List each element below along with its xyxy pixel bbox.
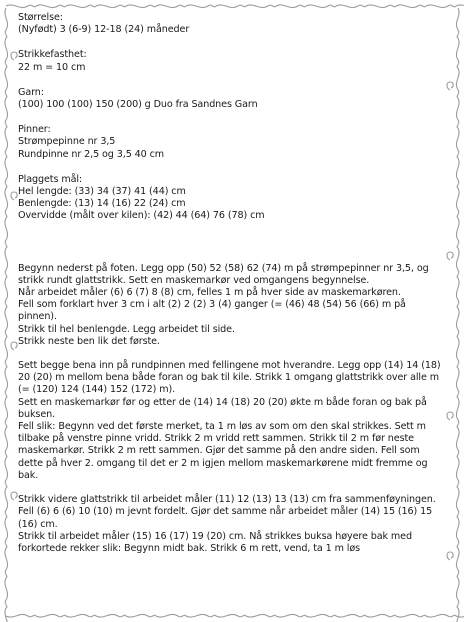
spec-section-label: Pinner: (18, 124, 51, 136)
instruction-paragraph: Fell (6) 6 (6) 10 (10) m jevnt fordelt. Gjør det samme når arbeidet måler (14) 15 (16) 15 (16) cm. (18, 506, 433, 530)
instruction-paragraph: Begynn nederst på foten. Legg opp (50) 52 (58) 62 (74) m på strømpepinner nr 3,5, og strikk rundt glattstrikk. Sett en maskemarkør ved omgangens begynnelse. (18, 262, 429, 286)
instruction-paragraph: Strikk neste ben lik det første. (18, 335, 160, 347)
spec-section (18, 124, 444, 161)
spec-section-value: Benlengde: (13) 14 (16) 22 (24) cm (18, 198, 186, 210)
instruction-paragraph: Strikk til arbeidet måler (15) 16 (17) 19 (20) cm. Nå strikkes buksa høyere bak med forkortede rekker slik: Begynn midt bak. Strikk 6 m rett, vend, ta 1 m løs (18, 530, 412, 554)
spec-section-label: Strikkefasthet: (18, 49, 87, 61)
spec-section-value: 22 m = 10 cm (18, 61, 86, 73)
spec-section-value: (100) 100 (100) 150 (200) g Duo fra Sandnes Garn (18, 99, 258, 111)
instruction-paragraph: Fell som forklart hver 3 cm i alt (2) 2 (2) 3 (4) ganger (= (46) 48 (54) 56 (66) m på pinnen). (18, 299, 406, 323)
spec-section (18, 174, 444, 223)
spec-section (18, 87, 444, 111)
instruction-paragraph: Fell slik: Begynn ved det første merket, ta 1 m løs av som om den skal strikkes. Sett m tilbake på venstre pinne vridd. Strikk 2 m vridd rett sammen. Strikk til 2 m før neste maskemarkør. Strikk 2 m rett sammen. Gjør det samme på den andre siden. Fell som dette på hver 2. omgang til det er 2 m igjen mellom maskemarkørene midt fremme og bak. (18, 421, 428, 481)
spec-section-value: Overvidde (målt over kilen): (42) 44 (64) 76 (78) cm (18, 210, 265, 222)
spec-section-value: Strømpepinne nr 3,5 (18, 136, 116, 148)
spec-section-value: Rundpinne nr 2,5 og 3,5 40 cm (18, 148, 165, 160)
instruction-paragraph: Sett en maskemarkør før og etter de (14) 14 (18) 20 (20) økte m både foran og bak på buksen. (18, 396, 427, 420)
spec-section (18, 12, 444, 36)
spec-section-value: Hel lengde: (33) 34 (37) 41 (44) cm (18, 186, 186, 198)
instruction-paragraph: Når arbeidet måler (6) 6 (7) 8 (8) cm, felles 1 m på hver side av maskemarkøren. (18, 287, 401, 299)
spec-section (18, 49, 444, 73)
instruction-paragraph: Strikk videre glattstrikk til arbeidet måler (11) 12 (13) 13 (13) cm fra sammenføyningen. (18, 494, 436, 506)
instructions-block (18, 263, 444, 555)
document-body (18, 12, 444, 555)
spec-section-label: Plaggets mål: (18, 173, 83, 185)
spec-section-value: (Nyfødt) 3 (6-9) 12-18 (24) måneder (18, 24, 190, 36)
instruction-paragraph: Strikk til hel benlengde. Legg arbeidet til side. (18, 323, 235, 335)
specs-block (18, 12, 444, 223)
spec-section-label: Størrelse: (18, 12, 63, 23)
spec-section-label: Garn: (18, 86, 44, 98)
instruction-paragraph: Sett begge bena inn på rundpinnen med fellingene mot hverandre. Legg opp (14) 14 (18) 20 (20) m mellom bena både foran og bak til kile. Strikk 1 omgang glattstrikk over alle m (= (120) 124 (144) 152 (172) m). (18, 360, 441, 396)
